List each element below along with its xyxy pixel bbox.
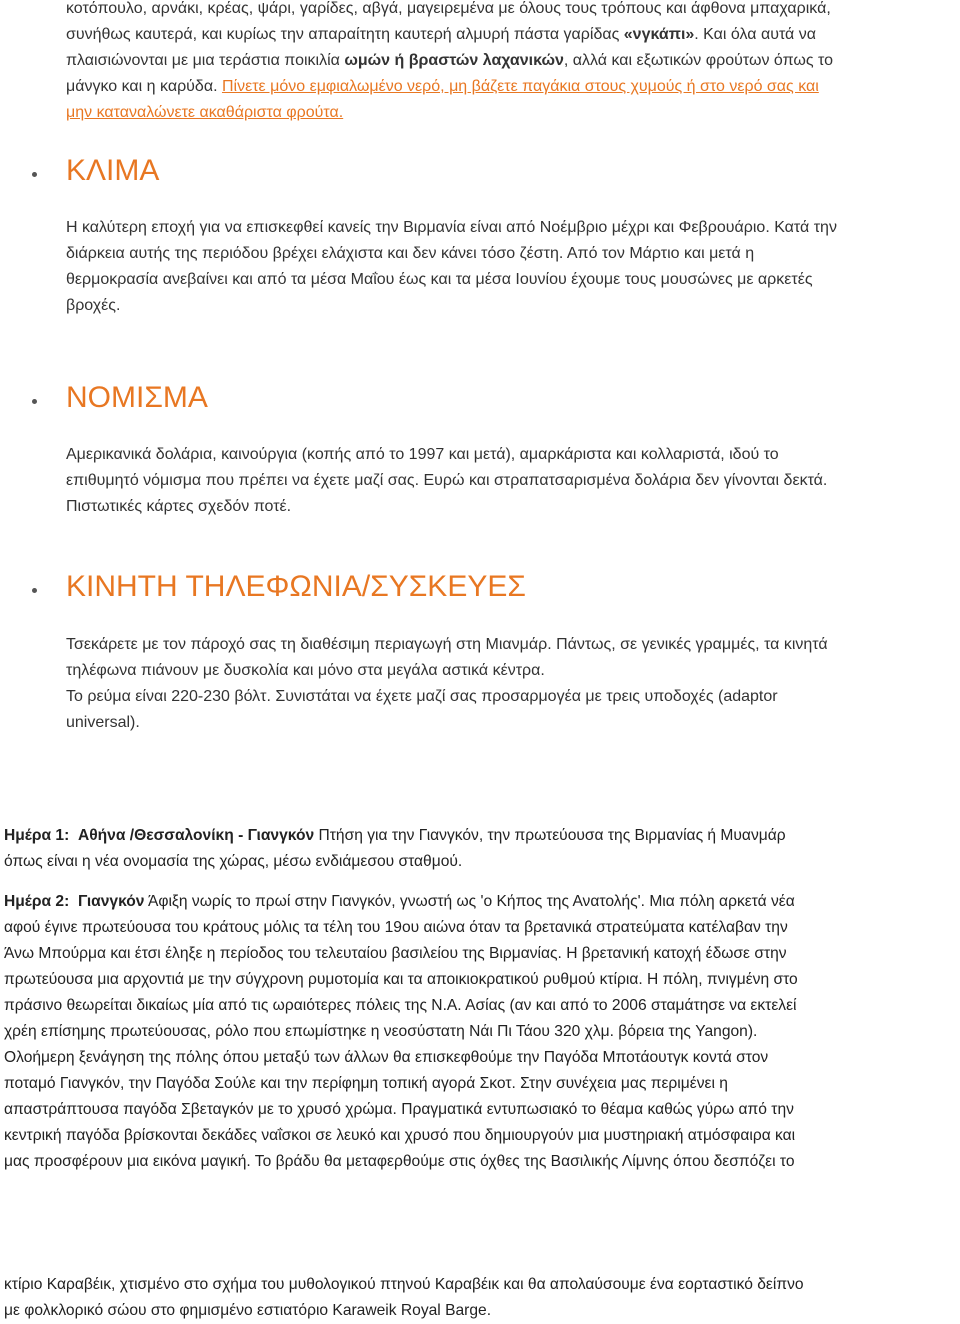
mobile-line-1: Τσεκάρετε με τον πάροχό σας τη διαθέσιμη περιαγωγή στη Μιανμάρ. Πάντως, σε γενικές γραμμές, τα κινητά xyxy=(66,636,828,653)
climate-line-1: Η καλύτερη εποχή για να επισκεφθεί κανείς την Βιρμανία είναι από Νοέμβριο μέχρι και Φεβρουάριο. Κατά την xyxy=(66,219,837,236)
day1-text: Πτήση για την Γιανγκόν, την πρωτεύουσα της Βιρμανίας ή Μυανμάρ xyxy=(314,827,786,844)
currency-line-1: Αμερικανικά δολάρια, καινούργια (κοπής από το 1997 και μετά), αμαρκάριστα και κολλαριστά, ιδού το xyxy=(66,446,779,463)
currency-line-2: επιθυμητό νόμισμα που πρέπει να έχετε μαζί σας. Ευρώ και στραπατσαρισμένα δολάρια δεν γίνονται δεκτά. xyxy=(66,472,828,489)
day2-line-5: πράσινο θεωρείται δικαίως μία από τις ωραιότερες πόλεις της Ν.Α. Ασίας (αν και από το 2006 σταμάτησε να εκτελεί xyxy=(4,997,797,1014)
vegetables-term: ωμών ή βραστών λαχανικών xyxy=(344,52,564,69)
section-heading-currency: ΝΟΜΙΣΜΑ xyxy=(66,381,208,414)
day2-line-8: ποταμό Γιανγκόν, την Παγόδα Σούλε και την περίφημη τοπική αγορά Σκοτ. Στην συνέχεια μας περιμένει η xyxy=(4,1075,728,1092)
intro-line-2 xyxy=(66,22,816,48)
intro-line-2-c: . Και όλα αυτά να xyxy=(694,26,816,43)
day2-line-4: πρωτεύουσα μια αρχοντιά με την σύγχρονη ρυμοτομία και τα αποικιοκρατικού ρυθμού κτίρια. Η πόλη, πνιγμένη στο xyxy=(4,971,798,988)
water-warning-link[interactable]: Πίνετε μόνο εμφιαλωμένο νερό, μη βάζετε παγάκια στους χυμούς ή στο νερό σας και xyxy=(221,78,819,95)
intro-line-1: κοτόπουλο, αρνάκι, κρέας, ψάρι, γαρίδες, αβγά, μαγειρεμένα με όλους τους τρόπους και άφθονα μπαχαρικά, xyxy=(66,0,831,17)
day2-line-2: αφού έγινε πρωτεύουσα του κράτους μόλις τα τέλη του 19ου αιώνα όταν τα βρετανικά στρατεύματα κατέλαβαν την xyxy=(4,919,788,936)
intro-line-3-a: πλαισιώνονται με μια τεράστια ποικιλία xyxy=(66,52,345,69)
day2-line-11: μας προσφέρουν μια εικόνα μαγική. Το βράδυ θα μεταφερθούμε στις όχθες της Βασιλικής Λίμνης όπου δεσπόζει το xyxy=(4,1153,795,1170)
bullet-icon xyxy=(32,172,37,177)
day2-line-1 xyxy=(4,889,949,915)
day2-line-10: κεντρική παγόδα βρίσκονται δεκάδες ναΐσκοι σε λευκό και χρυσό που δημιουργούν μια μυστηριακή ατμόσφαιρα και xyxy=(4,1127,796,1144)
day2-line-7: Ολοήμερη ξενάγηση της πόλης όπου μεταξύ των άλλων θα επισκεφθούμε την Παγόδα Μποτάουτγκ κοντά στον xyxy=(4,1049,769,1066)
day1-label: Ημέρα 1: xyxy=(4,827,70,844)
section-heading-mobile: ΚΙΝΗΤΗ ΤΗΛΕΦΩΝΙΑ/ΣΥΣΚΕΥΕΣ xyxy=(66,570,526,603)
continuation-line-1: κτίριο Καραβέικ, χτισμένο στο σχήμα του μυθολογικού πτηνού Καραβέικ και θα απολαύσουμε ένα εορταστικό δείπνο xyxy=(4,1276,804,1293)
mobile-line-2: τηλέφωνα πιάνουν με δυσκολία και μόνο στα μεγάλα αστικά κέντρα. xyxy=(66,662,545,679)
day1-line-2: όπως είναι η νέα ονομασία της χώρας, μέσω ενδιάμεσου σταθμού. xyxy=(4,853,463,870)
intro-line-3 xyxy=(66,48,833,74)
section-heading-climate: ΚΛΙΜΑ xyxy=(66,154,160,187)
day2-label: Ημέρα 2: xyxy=(4,893,70,910)
intro-line-5[interactable]: μην καταναλώνετε ακαθάριστα φρούτα. xyxy=(66,104,344,121)
currency-line-3: Πιστωτικές κάρτες σχεδόν ποτέ. xyxy=(66,498,292,515)
intro-line-3-c: , αλλά και εξωτικών φρούτων όπως το xyxy=(563,52,834,69)
mobile-line-4: universal). xyxy=(66,714,140,731)
intro-line-4 xyxy=(66,74,819,100)
day1-line-1 xyxy=(4,823,949,849)
day1-route: Αθήνα /Θεσσαλονίκη - Γιανγκόν xyxy=(77,827,315,844)
continuation-line-2: με φολκλορικό σώου στο φημισμένο εστιατόριο Karaweik Royal Barge. xyxy=(4,1302,492,1319)
intro-line-2-a: συνήθως καυτερά, και κυρίως την απαραίτητη καυτερή αλμυρή πάστα γαρίδας xyxy=(66,26,624,43)
day2-text: Άφιξη νωρίς το πρωί στην Γιανγκόν, γνωστή ως 'ο Κήπος της Ανατολής'. Μια πόλη αρκετά νέα xyxy=(144,893,795,910)
climate-line-3: θερμοκρασία ανεβαίνει και από τα μέσα Μαΐου έως και τα μέσα Ιουνίου έχουμε τους μουσώνες με αρκετές xyxy=(66,271,813,288)
intro-line-4-a: μάνγκο και η καρύδα. xyxy=(66,78,222,95)
mobile-line-3: Το ρεύμα είναι 220-230 βόλτ. Συνιστάται να έχετε μαζί σας προσαρμογέα με τρεις υποδοχές (adaptor xyxy=(66,688,778,705)
day2-line-6: χρέη επίσημης πρωτεύουσας, ρόλο που επωμίστηκε η νεοσύστατη Νάι Πι Τάου 320 χλμ. βόρεια της Yangon). xyxy=(4,1023,758,1040)
climate-line-2: διάρκεια αυτής της περιόδου βρέχει ελάχιστα και δεν κάνει τόσο ζέστη. Από τον Μάρτιο και μετά η xyxy=(66,245,755,262)
day2-route: Γιανγκόν xyxy=(77,893,145,910)
bullet-icon xyxy=(32,588,37,593)
nagapi-term: «νγκάπι» xyxy=(623,26,695,43)
day2-line-3: Άνω Μπούρμα και έτσι έληξε η περίοδος του τελευταίου βασιλείου της Βιρμανίας. Η βρετανική κατοχή έδωσε στην xyxy=(4,945,787,962)
climate-line-4: βροχές. xyxy=(66,297,121,314)
bullet-icon xyxy=(32,399,37,404)
day2-line-9: απαστράπτουσα παγόδα Σβεταγκόν με το χρυσό χρώμα. Πραγματικά εντυπωσιακό το θέαμα καθώς γύρω από την xyxy=(4,1101,794,1118)
